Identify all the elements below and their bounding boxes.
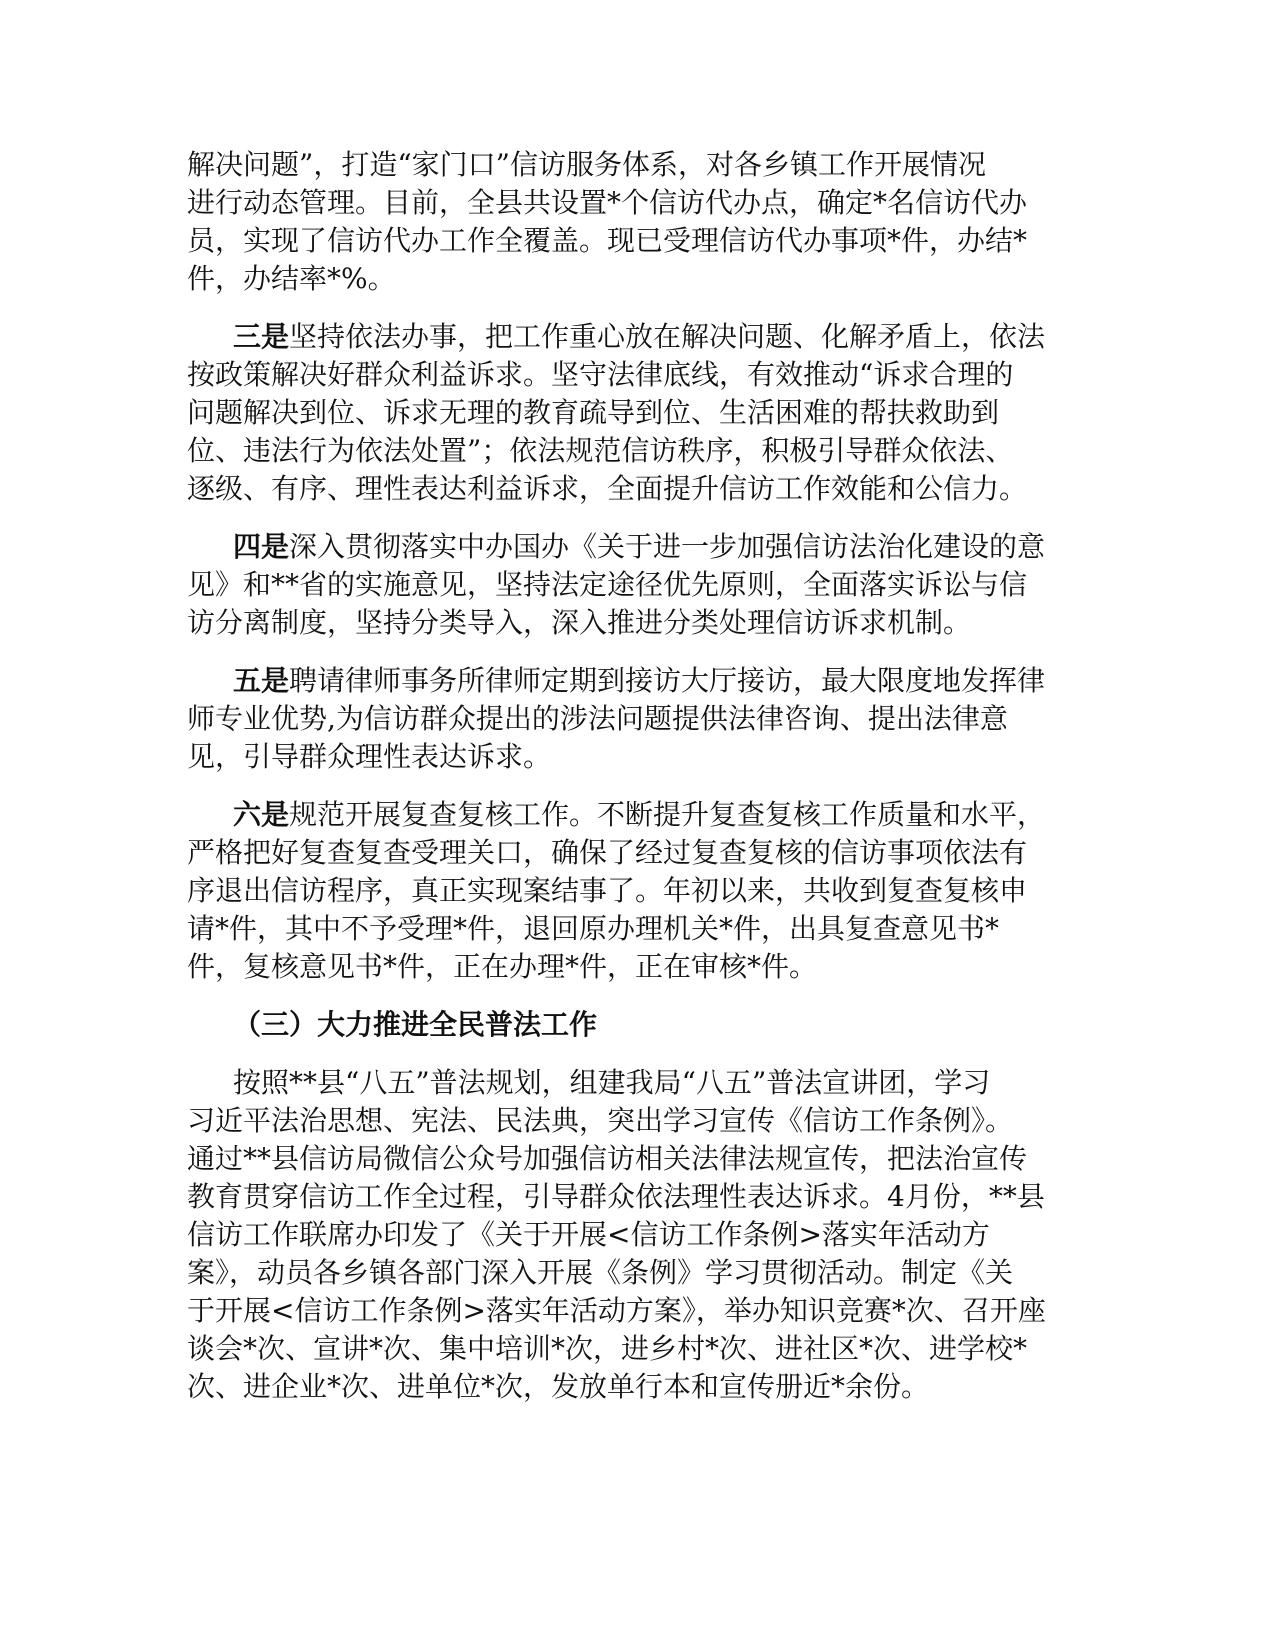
text-line-rest: 规范开展复查复核工作。不断提升复查复核工作质量和水平， (289, 798, 1046, 831)
text-line (187, 528, 1087, 566)
text-line (187, 318, 1087, 356)
paragraph-legal-education (187, 1064, 1087, 1406)
text-line: 序退出信访程序，真正实现案结事了。年初以来，共收到复查复核申 (187, 874, 1028, 907)
text-line: 次、进企业*次、进单位*次，发放单行本和宣传册近*余份。 (187, 1370, 930, 1403)
text-line: 谈会*次、宣讲*次、集中培训*次，进乡村*次、进社区*次、进学校* (187, 1332, 1028, 1365)
text-line: 进行动态管理。目前，全县共设置*个信访代办点，确定*名信访代办 (187, 186, 1028, 219)
text-line: 信访工作联席办印发了《关于开展<信访工作条例>落实年活动方 (187, 1218, 990, 1251)
text-line: 按照**县“八五”普法规划，组建我局“八五”普法宣讲团，学习 (233, 1066, 991, 1099)
text-line: 问题解决到位、诉求无理的教育疏导到位、生活困难的帮扶救助到 (187, 396, 1000, 429)
text-line-rest: 深入贯彻落实中办国办《关于进一步加强信访法治化建设的意 (289, 530, 1046, 563)
paragraph-point-three (187, 318, 1087, 508)
paragraph-lead: 三是 (233, 320, 290, 353)
text-line: 见》和**省的实施意见，坚持法定途径优先原则，全面落实诉讼与信 (187, 568, 1028, 601)
text-line: 见，引导群众理性表达诉求。 (187, 740, 552, 773)
text-line (187, 796, 1087, 834)
text-line: 案》，动员各乡镇各部门深入开展《条例》学习贯彻活动。制定《关 (187, 1256, 1014, 1289)
text-line: 件，复核意见书*件，正在办理*件，正在审核*件。 (187, 950, 818, 983)
paragraph-lead: 五是 (233, 664, 290, 697)
text-line: 师专业优势,为信访群众提出的涉法问题提供法律咨询、提出法律意 (187, 702, 1008, 735)
text-line: 件，办结率*%。 (187, 262, 396, 295)
document-body (187, 146, 1087, 1426)
text-line: 按政策解决好群众利益诉求。坚守法律底线，有效推动“诉求合理的 (187, 358, 1014, 391)
paragraph-point-five (187, 662, 1087, 776)
text-line (187, 662, 1087, 700)
section-heading: （三）大力推进全民普法工作 (233, 1008, 598, 1041)
text-line: 位、违法行为依法处置”；依法规范信访秩序，积极引导群众依法、 (187, 434, 1014, 467)
text-line: 访分离制度，坚持分类导入，深入推进分类处理信访诉求机制。 (187, 606, 972, 639)
text-line-rest: 坚持依法办事，把工作重心放在解决问题、化解矛盾上，依法 (289, 320, 1046, 353)
text-line: 习近平法治思想、宪法、民法典，突出学习宣传《信访工作条例》。 (187, 1104, 1014, 1137)
text-line: 解决问题”，打造“家门口”信访服务体系，对各乡镇工作开展情况 (187, 148, 986, 181)
paragraph-lead: 六是 (233, 798, 290, 831)
paragraph-dispatch-service (187, 146, 1087, 298)
text-line: 逐级、有序、理性表达利益诉求，全面提升信访工作效能和公信力。 (187, 472, 1028, 505)
text-line: 严格把好复查复查受理关口，确保了经过复查复核的信访事项依法有 (187, 836, 1028, 869)
paragraph-point-six (187, 796, 1087, 986)
text-line: 员，实现了信访代办工作全覆盖。现已受理信访代办事项*件，办结* (187, 224, 1028, 257)
text-line: 教育贯穿信访工作全过程，引导群众依法理性表达诉求。4月份，**县 (187, 1180, 1045, 1213)
text-line: 请*件，其中不予受理*件，退回原办理机关*件，出具复查意见书* (187, 912, 1000, 945)
paragraph-lead: 四是 (233, 530, 290, 563)
text-line: 通过**县信访局微信公众号加强信访相关法律法规宣传，把法治宣传 (187, 1142, 1028, 1175)
paragraph-point-four (187, 528, 1087, 642)
text-line-rest: 聘请律师事务所律师定期到接访大厅接访，最大限度地发挥律 (289, 664, 1046, 697)
text-line: 于开展<信访工作条例>落实年活动方案》，举办知识竞赛*次、召开座 (187, 1294, 1046, 1327)
